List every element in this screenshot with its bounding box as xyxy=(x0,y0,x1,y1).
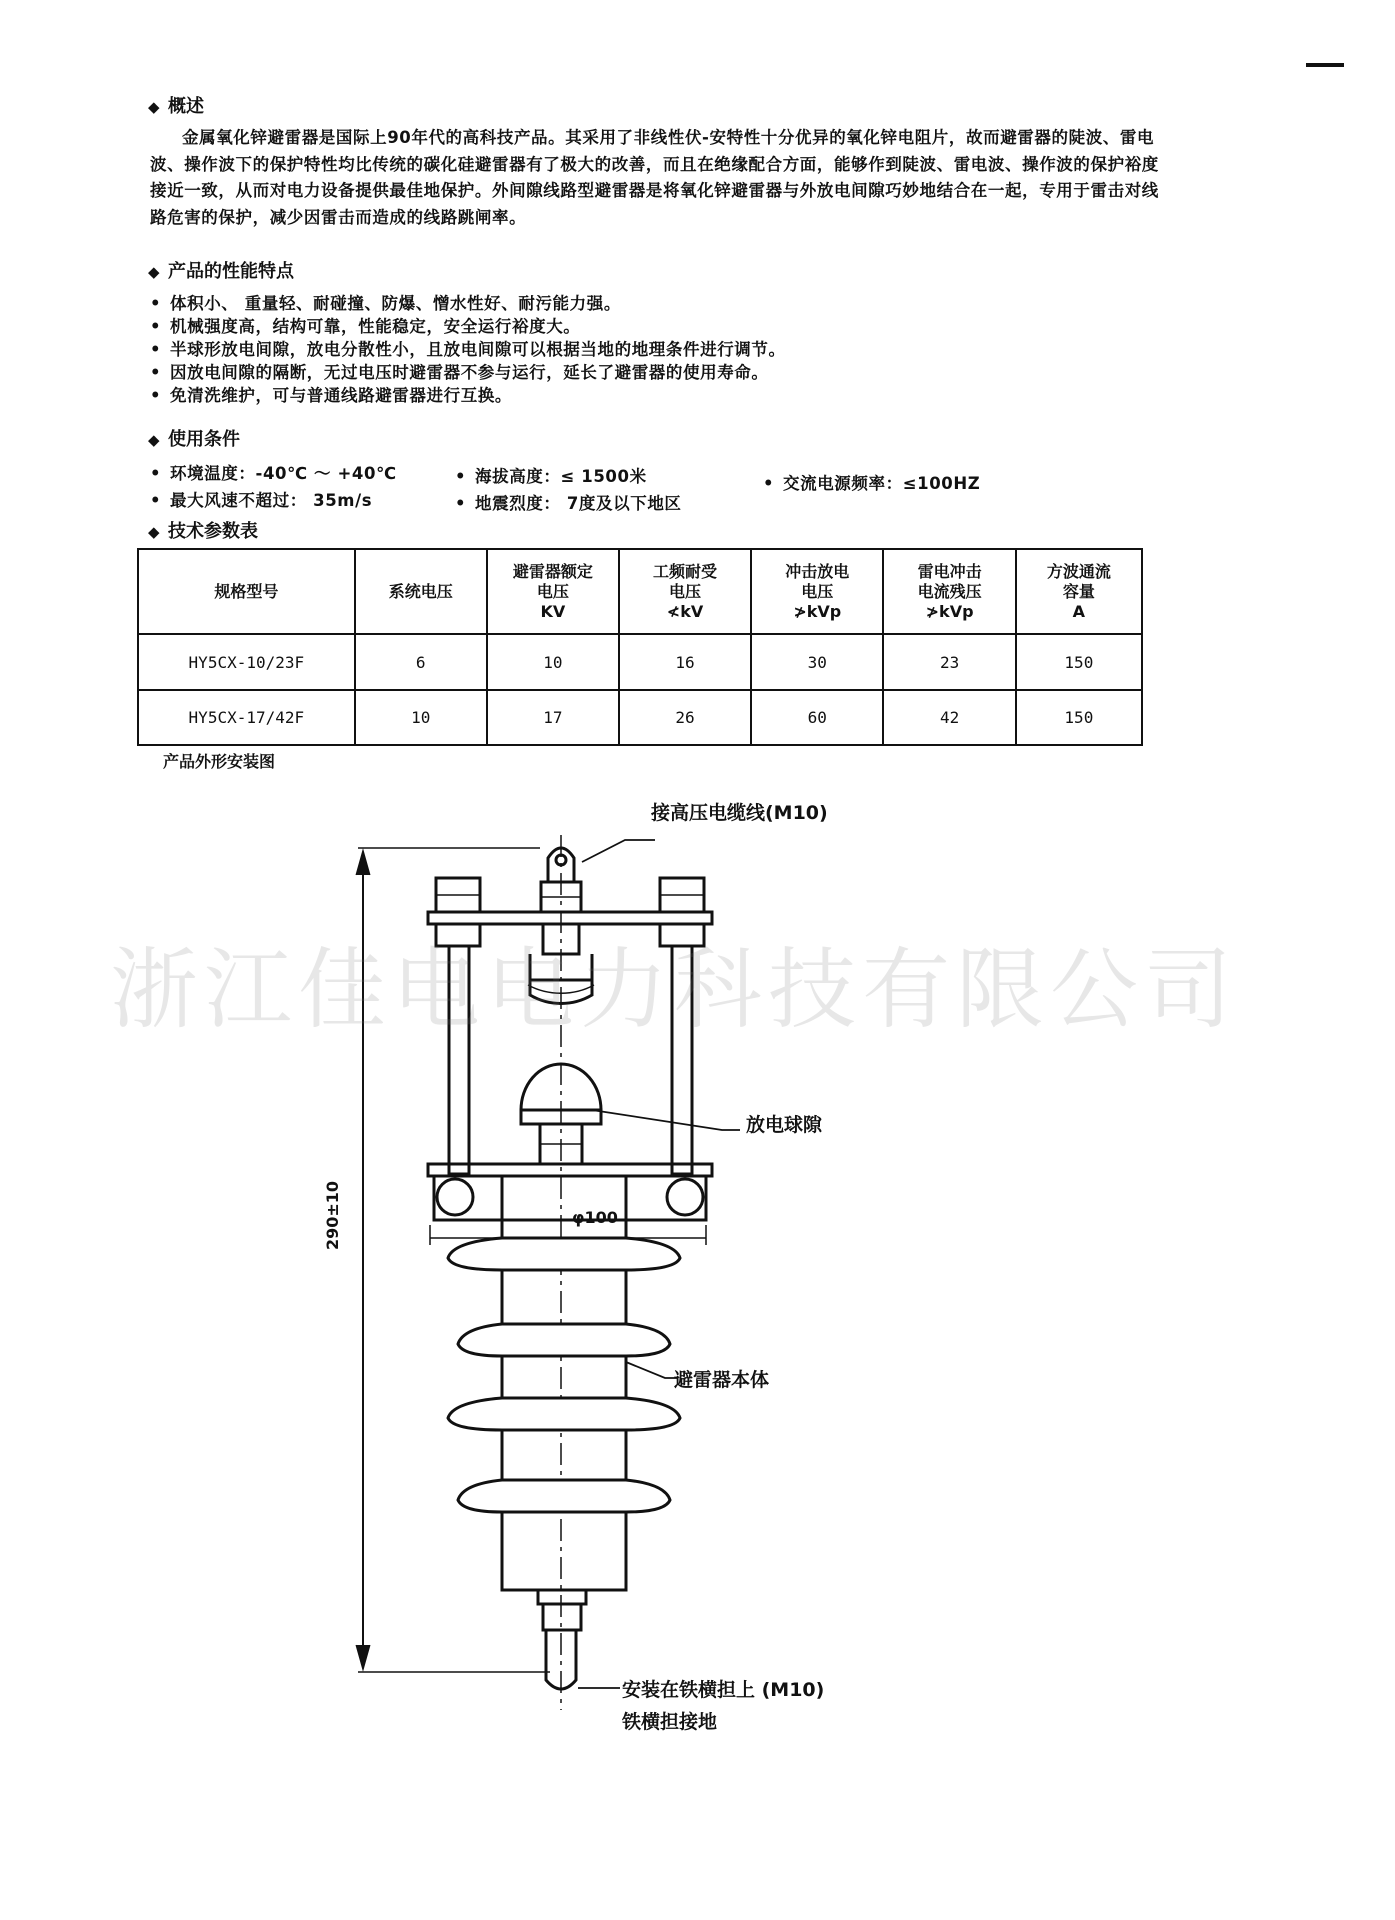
diamond-icon: ◆ xyxy=(148,523,160,541)
condition-text: 地震烈度： 7度及以下地区 xyxy=(475,494,682,513)
header-line: 系统电压 xyxy=(388,581,453,601)
overview-heading-text: 概述 xyxy=(168,96,204,117)
feature-text: 因放电间隙的隔断，无过电压时避雷器不参与运行，延长了避雷器的使用寿命。 xyxy=(170,363,769,382)
leader-body xyxy=(626,1362,678,1378)
table-cell: 16 xyxy=(619,634,751,690)
dim-arrow-top xyxy=(356,850,370,875)
bottom-washer xyxy=(538,1590,586,1604)
diamond-icon: ◆ xyxy=(148,98,160,116)
bullet-icon: • xyxy=(150,340,162,359)
leader-gap xyxy=(592,1110,740,1130)
table-cell: 26 xyxy=(619,690,751,745)
bullet-icon: • xyxy=(150,464,162,483)
table-cell: 150 xyxy=(1016,634,1142,690)
label-discharge-gap: 放电球隙 xyxy=(746,1114,823,1136)
table-cell: 60 xyxy=(751,690,883,745)
header-line: 电流残压 xyxy=(917,581,982,601)
drawing-caption: 产品外形安装图 xyxy=(163,752,276,771)
feature-text: 体积小、 重量轻、耐碰撞、防爆、憎水性好、耐污能力强。 xyxy=(170,294,621,313)
shed-4 xyxy=(458,1480,670,1512)
shed-2 xyxy=(458,1324,670,1356)
dim-height-label: 290±10 xyxy=(323,1180,342,1250)
condition-text: 海拔高度：≤ 1500米 xyxy=(475,467,647,486)
condition-text: 最大风速不超过： 35m/s xyxy=(170,491,373,510)
header-line: 容量 xyxy=(1062,581,1095,601)
feature-text: 机械强度高，结构可靠，性能稳定，安全运行裕度大。 xyxy=(170,317,581,336)
header-line: 避雷器额定 xyxy=(512,561,593,581)
condition-text: 交流电源频率：≤100HZ xyxy=(783,474,981,493)
flange-left-nut xyxy=(437,1179,473,1215)
top-terminal-hole xyxy=(556,855,566,865)
shed-1 xyxy=(448,1238,680,1270)
table-cell: 30 xyxy=(751,634,883,690)
bullet-icon: • xyxy=(455,467,467,486)
overview-paragraph: 金属氧化锌避雷器是国际上90年代的高科技产品。其采用了非线性伏-安特性十分优异的氧化锌电阻片，故而避雷器的陡波、雷电波、操作波下的保护特性均比传统的碳化硅避雷器有了极大的改善，而且在绝缘配合方面，能够作到陡波、雷电波、操作波的保护裕度接近一致，从而对电力设备提供最佳地保护。外间隙线路型避雷器是将氧化锌避雷器与外放电间隙巧妙地结合在一起，专用于雷击对线路危害的保护，减少因雷击而造成的线路跳闸率。 xyxy=(150,128,1159,227)
label-arrester-body: 避雷器本体 xyxy=(674,1369,770,1391)
bullet-icon: • xyxy=(150,294,162,313)
bullet-icon: • xyxy=(455,494,467,513)
table-cell: HY5CX-17/42F xyxy=(138,690,355,745)
bullet-icon: • xyxy=(150,363,162,382)
watermark-text: 浙江佳电电力科技有限公司 xyxy=(110,938,1239,1041)
leader-top xyxy=(582,840,655,862)
header-line: 工频耐受 xyxy=(653,561,718,581)
top-plate xyxy=(428,912,712,924)
header-line: 电压 xyxy=(536,581,569,601)
table-cell: 6 xyxy=(355,634,487,690)
flange-right-nut xyxy=(667,1179,703,1215)
header-line: A xyxy=(1072,601,1086,621)
lower-plate xyxy=(428,1164,712,1176)
conditions-heading-text: 使用条件 xyxy=(168,429,240,450)
table-cell: 10 xyxy=(355,690,487,745)
dim-arrow-bottom xyxy=(356,1645,370,1670)
header-line: 电压 xyxy=(801,581,834,601)
feature-text: 半球形放电间隙，放电分散性小，且放电间隙可以根据当地的地理条件进行调节。 xyxy=(170,340,786,359)
diamond-icon: ◆ xyxy=(148,431,160,449)
condition-text: 环境温度：-40℃ ～ +40℃ xyxy=(170,464,397,483)
table-cell: 23 xyxy=(883,634,1015,690)
header-line: ≮kV xyxy=(666,601,704,621)
feature-text: 免清洗维护，可与普通线路避雷器进行互换。 xyxy=(170,386,512,405)
header-line: 规格型号 xyxy=(214,581,279,601)
header-line: ≯kVp xyxy=(793,601,842,621)
bullet-icon: • xyxy=(150,491,162,510)
label-top-terminal: 接高压电缆线(M10) xyxy=(651,802,828,824)
bottom-nut xyxy=(543,1604,581,1630)
label-ground: 铁横担接地 xyxy=(622,1711,718,1733)
shed-3 xyxy=(448,1398,680,1430)
flange xyxy=(434,1176,706,1220)
header-line: ≯kVp xyxy=(925,601,974,621)
table-cell: 150 xyxy=(1016,690,1142,745)
bullet-icon: • xyxy=(150,386,162,405)
table-cell: 42 xyxy=(883,690,1015,745)
bullet-icon: • xyxy=(763,474,775,493)
diamond-icon: ◆ xyxy=(148,263,160,281)
header-line: 雷电冲击 xyxy=(917,561,982,581)
dim-diameter-label: φ100 xyxy=(572,1208,618,1227)
label-mount: 安装在铁横担上 (M10) xyxy=(622,1679,825,1701)
header-line: 方波通流 xyxy=(1046,561,1111,581)
header-line: 冲击放电 xyxy=(785,561,850,581)
table-cell: 10 xyxy=(487,634,619,690)
table-cell: 17 xyxy=(487,690,619,745)
table-cell: HY5CX-10/23F xyxy=(138,634,355,690)
bullet-icon: • xyxy=(150,317,162,336)
header-line: 电压 xyxy=(669,581,702,601)
features-heading-text: 产品的性能特点 xyxy=(168,261,294,282)
params-heading-text: 技术参数表 xyxy=(168,521,258,542)
header-line: KV xyxy=(540,601,566,621)
